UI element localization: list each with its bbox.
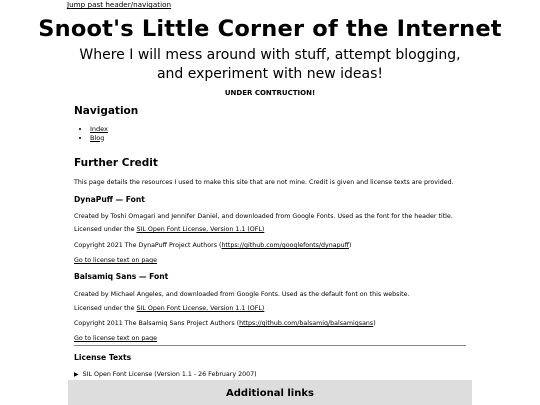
balsamiq-licensed (74, 305, 264, 312)
additional-links-heading: Additional links (226, 388, 314, 399)
dynapuff-license-link[interactable]: SIL Open Font License, Version 1.1 (OFL) (136, 226, 265, 233)
nav-item-index (90, 125, 108, 134)
nav-link-blog[interactable]: Blog (90, 133, 105, 142)
balsamiq-heading: Balsamiq Sans — Font (74, 272, 169, 281)
dynapuff-licensed-prefix: Licensed under the (74, 226, 137, 233)
balsamiq-copyright (74, 320, 376, 327)
dynapuff-heading: DynaPuff — Font (74, 195, 145, 204)
construction-notice: UNDER CONTRUCTION! (224, 89, 316, 97)
nav-item-blog (90, 134, 108, 143)
dynapuff-copyright-suffix: ) (348, 242, 352, 249)
balsamiq-license-link[interactable]: SIL Open Font License, Version 1.1 (OFL) (136, 305, 265, 312)
site-title: Snoot's Little Corner of the Internet (38, 16, 502, 42)
ofl-license-disclosure[interactable] (74, 371, 257, 378)
skip-nav-link[interactable]: Jump past header/navigation (67, 0, 172, 9)
credit-intro: This page details the resources I used to make this site that are not mine. Credit is given and license texts are provided. (74, 179, 454, 186)
balsamiq-copyright-suffix: ) (373, 320, 376, 327)
balsamiq-go-license (74, 335, 157, 342)
balsamiq-go-license-link[interactable]: Go to license text on page (74, 335, 158, 342)
dynapuff-go-license-link[interactable]: Go to license text on page (74, 257, 158, 264)
site-tagline: Where I will mess around with stuff, attempt blogging, and experiment with new ideas! (79, 47, 461, 82)
ofl-license-summary: SIL Open Font License (Version 1.1 - 26 February 2007) (82, 371, 257, 378)
license-texts-heading: License Texts (74, 353, 132, 362)
nav-link-index[interactable]: Index (90, 125, 108, 133)
disclosure-triangle-icon: ▶ (74, 371, 79, 378)
balsamiq-copyright-prefix: Copyright 2011 The Balsamiq Sans Project Authors ( (74, 320, 240, 327)
balsamiq-created: Created by Michael Angeles, and downloaded from Google Fonts. Used as the default font on this website. (74, 291, 410, 298)
dynapuff-licensed (74, 226, 264, 233)
dynapuff-created: Created by Toshi Omagari and Jennifer Daniel, and downloaded from Google Fonts. Used as the font for the header title. (74, 213, 453, 220)
section-divider (74, 345, 466, 346)
navigation-list (78, 125, 108, 142)
dynapuff-repo-link[interactable]: https://github.com/googlefonts/dynapuff (221, 242, 349, 249)
dynapuff-copyright (74, 242, 351, 249)
balsamiq-repo-link[interactable]: https://github.com/balsamiq/balsamiqsans (239, 320, 374, 327)
dynapuff-go-license (74, 257, 157, 264)
additional-links-panel (68, 380, 472, 405)
navigation-heading: Navigation (74, 105, 139, 117)
balsamiq-licensed-prefix: Licensed under the (74, 305, 137, 312)
dynapuff-copyright-prefix: Copyright 2021 The DynaPuff Project Authors ( (74, 242, 222, 249)
further-credit-heading: Further Credit (74, 157, 158, 169)
